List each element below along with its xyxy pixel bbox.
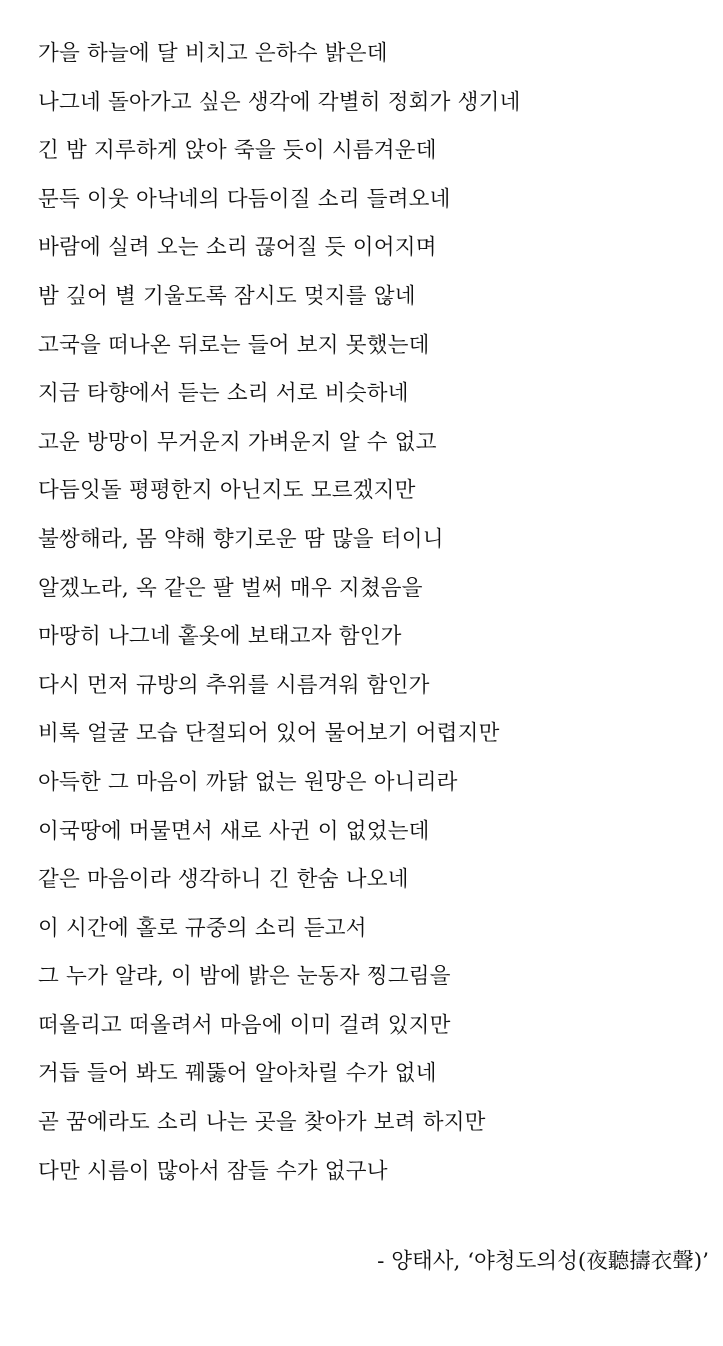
poem-line-19: 이 시간에 홀로 규중의 소리 듣고서	[38, 915, 367, 941]
poem-line-13: 마땅히 나그네 홑옷에 보태고자 함인가	[38, 624, 402, 650]
poem-line-23: 곧 꿈에라도 소리 나는 곳을 찾아가 보려 하지만	[38, 1110, 486, 1136]
poem-body	[38, 30, 708, 1196]
poem-attribution: - 양태사, ‘야청도의성(夜聽擣衣聲)’	[377, 1249, 709, 1274]
poem-line-16: 아득한 그 마음이 까닭 없는 원망은 아니리라	[38, 769, 458, 795]
poem-line-7: 고국을 떠나온 뒤로는 들어 보지 못했는데	[38, 332, 430, 358]
poem-line-8: 지금 타향에서 듣는 소리 서로 비슷하네	[38, 381, 409, 407]
poem-line-20: 그 누가 알랴, 이 밤에 밝은 눈동자 찡그림을	[38, 964, 451, 990]
poem-line-2: 나그네 돌아가고 싶은 생각에 각별히 정회가 생기네	[38, 89, 521, 115]
poem-line-9: 고운 방망이 무거운지 가벼운지 알 수 없고	[38, 429, 437, 455]
poem-line-4: 문득 이웃 아낙네의 다듬이질 소리 들려오네	[38, 186, 451, 212]
poem-line-24: 다만 시름이 많아서 잠들 수가 없구나	[38, 1158, 388, 1184]
poem-line-21: 떠올리고 떠올려서 마음에 이미 걸려 있지만	[38, 1012, 451, 1038]
poem-line-14: 다시 먼저 규방의 추위를 시름겨워 함인가	[38, 672, 430, 698]
poem-line-6: 밤 깊어 별 기울도록 잠시도 멎지를 않네	[38, 283, 416, 309]
poem-line-5: 바람에 실려 오는 소리 끊어질 듯 이어지며	[38, 235, 437, 261]
poem-line-3: 긴 밤 지루하게 앉아 죽을 듯이 시름겨운데	[38, 138, 437, 164]
poem-line-11: 불쌍해라, 몸 약해 향기로운 땀 많을 터이니	[38, 526, 444, 552]
poem-line-15: 비록 얼굴 모습 단절되어 있어 물어보기 어렵지만	[38, 721, 500, 747]
poem-line-18: 같은 마음이라 생각하니 긴 한숨 나오네	[38, 867, 409, 893]
poem-line-10: 다듬잇돌 평평한지 아닌지도 모르겠지만	[38, 478, 416, 504]
poem-line-22: 거듭 들어 봐도 꿰뚫어 알아차릴 수가 없네	[38, 1061, 437, 1087]
poem-line-1: 가을 하늘에 달 비치고 은하수 밝은데	[38, 41, 388, 66]
poem-line-12: 알겠노라, 옥 같은 팔 벌써 매우 지쳤음을	[38, 575, 423, 601]
poem-line-17: 이국땅에 머물면서 새로 사귄 이 없었는데	[38, 818, 430, 844]
